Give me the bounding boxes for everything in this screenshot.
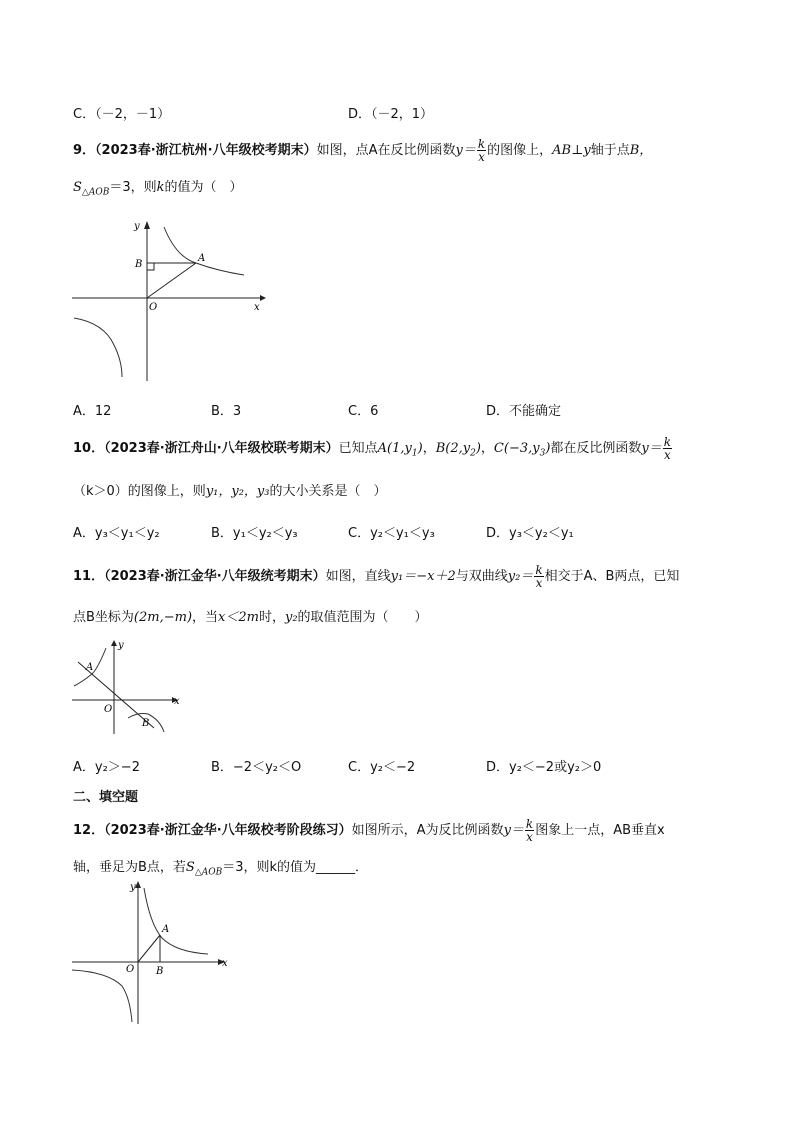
point-b-label: B xyxy=(142,718,150,729)
point-a-label: A xyxy=(162,924,170,935)
math-expression: B， xyxy=(629,143,653,158)
fraction xyxy=(477,138,486,163)
fraction xyxy=(534,564,543,589)
question-text: 点B坐标为 xyxy=(73,610,134,625)
point-c-text: C(−3,y xyxy=(493,441,540,456)
q8-option-c: C．（－2，－1） xyxy=(73,107,171,122)
point-a-label: A xyxy=(198,253,206,264)
question-source: （2023春·浙江舟山·八年级校联考期末） xyxy=(104,441,339,456)
q10-option-a: A．y₃＜y₁＜y₂ xyxy=(73,526,160,541)
question-text: 如图，直线 xyxy=(325,569,391,584)
y-axis-arrow xyxy=(144,221,150,229)
function-label: y＝ xyxy=(503,823,524,838)
question-text: 的图像上， xyxy=(487,143,553,158)
fraction-denominator: x xyxy=(478,150,485,164)
area-symbol: S xyxy=(73,180,82,195)
hyperbola-branch-2 xyxy=(74,318,122,377)
point-b-sub: 2 xyxy=(470,448,476,459)
fraction xyxy=(525,818,534,843)
hyperbola-branch-1 xyxy=(144,888,208,954)
q10-option-d: D．y₃＜y₂＜y₁ xyxy=(486,526,574,541)
line-equation: y₁＝−x＋2 xyxy=(390,569,456,584)
variable-y2: y₂ xyxy=(284,610,298,625)
area-subscript: △AOB xyxy=(194,867,223,878)
question-text: 轴，垂足为B点，若 xyxy=(73,860,186,875)
fraction-numerator: k xyxy=(525,817,534,831)
q11-figure xyxy=(68,638,188,738)
point-a-text: A(1,y xyxy=(377,441,412,456)
hyperbola-label: y₂＝ xyxy=(507,569,534,584)
question-text: 图象上一点，AB垂直x xyxy=(535,823,665,838)
x-label: x xyxy=(174,696,180,707)
question-text: 相交于A、B两点，已知 xyxy=(544,569,680,584)
fraction-numerator: k xyxy=(477,137,486,151)
q12-line1 xyxy=(73,818,665,843)
question-number: 9． xyxy=(73,143,96,158)
q12-line2 xyxy=(73,856,368,878)
question-text: ＝3，则 xyxy=(109,180,157,195)
q11-option-a: A．y₂＞−2 xyxy=(73,760,140,775)
question-source: （2023春·浙江金华·八年级统考期末） xyxy=(104,569,326,584)
q11-line1 xyxy=(73,564,679,589)
q9-option-b: B．3 xyxy=(211,404,242,419)
origin-label: O xyxy=(104,704,113,715)
question-text: ＝3，则k的值为______． xyxy=(222,860,369,875)
fraction-numerator: k xyxy=(535,563,543,577)
condition: x＜2m xyxy=(218,610,259,625)
math-variable: k xyxy=(156,180,165,195)
fraction-numerator: k xyxy=(663,435,672,449)
origin-label: O xyxy=(149,302,158,313)
question-text: ，当 xyxy=(192,610,219,625)
question-number: 12． xyxy=(73,823,105,838)
x-label: x xyxy=(222,958,228,969)
point-a: $A(1,y_1)$ xyxy=(377,441,423,459)
question-source: （2023春·浙江杭州·八年级校考期末） xyxy=(95,143,317,158)
fraction xyxy=(663,436,672,461)
question-text: 轴于点 xyxy=(590,143,630,158)
hyperbola-branch-1 xyxy=(164,227,244,275)
q9-option-d: D．不能确定 xyxy=(486,404,562,419)
function-label: y＝ xyxy=(641,441,662,456)
variables: y₁，y₂，y₃ xyxy=(205,484,270,499)
coordinate: (2m,−m) xyxy=(133,610,193,625)
math-expression: AB⊥y xyxy=(552,143,591,158)
question-text: 的取值范围为（ ） xyxy=(297,610,428,625)
area-subscript: △AOB xyxy=(81,187,110,198)
q12-figure xyxy=(68,876,238,1026)
x-label: x xyxy=(254,302,260,313)
question-text: 如图所示，A为反比例函数 xyxy=(351,823,504,838)
question-text: 时， xyxy=(258,610,285,625)
q9-line2 xyxy=(73,176,243,198)
origin-label: O xyxy=(126,964,135,975)
point-b: $B(2,y_2)$ xyxy=(435,441,481,459)
q11-option-b: B．−2＜y₂＜O xyxy=(211,760,302,775)
q10-option-c: C．y₂＜y₁＜y₃ xyxy=(348,526,435,541)
fraction-denominator: x xyxy=(664,448,671,462)
q9-option-a: A．12 xyxy=(73,404,112,419)
point-c-sub: 3 xyxy=(539,448,546,459)
y-label: y xyxy=(134,221,140,232)
q9-option-c: C．6 xyxy=(348,404,379,419)
question-text: 都在反比例函数 xyxy=(550,441,642,456)
question-number: 10． xyxy=(73,441,105,456)
fraction-denominator: x xyxy=(526,830,533,844)
question-text: 的大小关系是（ ） xyxy=(269,484,387,499)
y-axis-arrow xyxy=(135,881,141,888)
point-b-text: B(2,y xyxy=(435,441,471,456)
hyperbola-branch-2 xyxy=(72,970,132,1022)
question-source: （2023春·浙江金华·八年级校考阶段练习） xyxy=(104,823,352,838)
section-title: 二、填空题 xyxy=(73,790,139,805)
question-text: 的值为（ ） xyxy=(164,180,243,195)
area-symbol: S xyxy=(185,860,195,875)
question-text: 已知点 xyxy=(338,441,378,456)
q9-figure xyxy=(68,215,268,385)
y-label: y xyxy=(130,882,136,893)
x-axis-arrow xyxy=(260,295,266,301)
point-b-label: B xyxy=(135,259,143,270)
y-axis-arrow xyxy=(111,640,117,646)
q11-option-d: D．y₂＜−2或y₂＞0 xyxy=(486,760,602,775)
question-number: 11． xyxy=(73,569,105,584)
point-a-label: A xyxy=(86,662,94,673)
segment-oa xyxy=(138,935,160,962)
point-a-sub: 1 xyxy=(411,448,418,459)
point-b-label: B xyxy=(156,966,164,977)
function-label: y＝ xyxy=(455,143,476,158)
y-label: y xyxy=(118,640,124,651)
point-c: $C(-3,y_3)$ xyxy=(493,441,551,459)
q9-line1 xyxy=(73,138,652,163)
question-text: 如图，点A在反比例函数 xyxy=(316,143,456,158)
q10-line1: 10．（2023春·浙江舟山·八年级校联考期末）已知点$A(1,y_1)$，$B(2,y_2)$，$C(-3,y_3)$都在反比例函数y＝ $\frac{k}{x}$ xyxy=(73,435,672,462)
q10-option-b: B．y₁＜y₂＜y₃ xyxy=(211,526,298,541)
q11-line2 xyxy=(73,606,428,625)
condition-text: （k＞0）的图像上，则 xyxy=(73,484,206,499)
right-angle-mark xyxy=(147,263,154,270)
q8-option-d: D．（－2，1） xyxy=(348,107,434,122)
question-text: 与双曲线 xyxy=(455,569,508,584)
q11-option-c: C．y₂＜−2 xyxy=(348,760,416,775)
q10-line2 xyxy=(73,480,387,499)
fraction-denominator: x xyxy=(535,576,543,590)
